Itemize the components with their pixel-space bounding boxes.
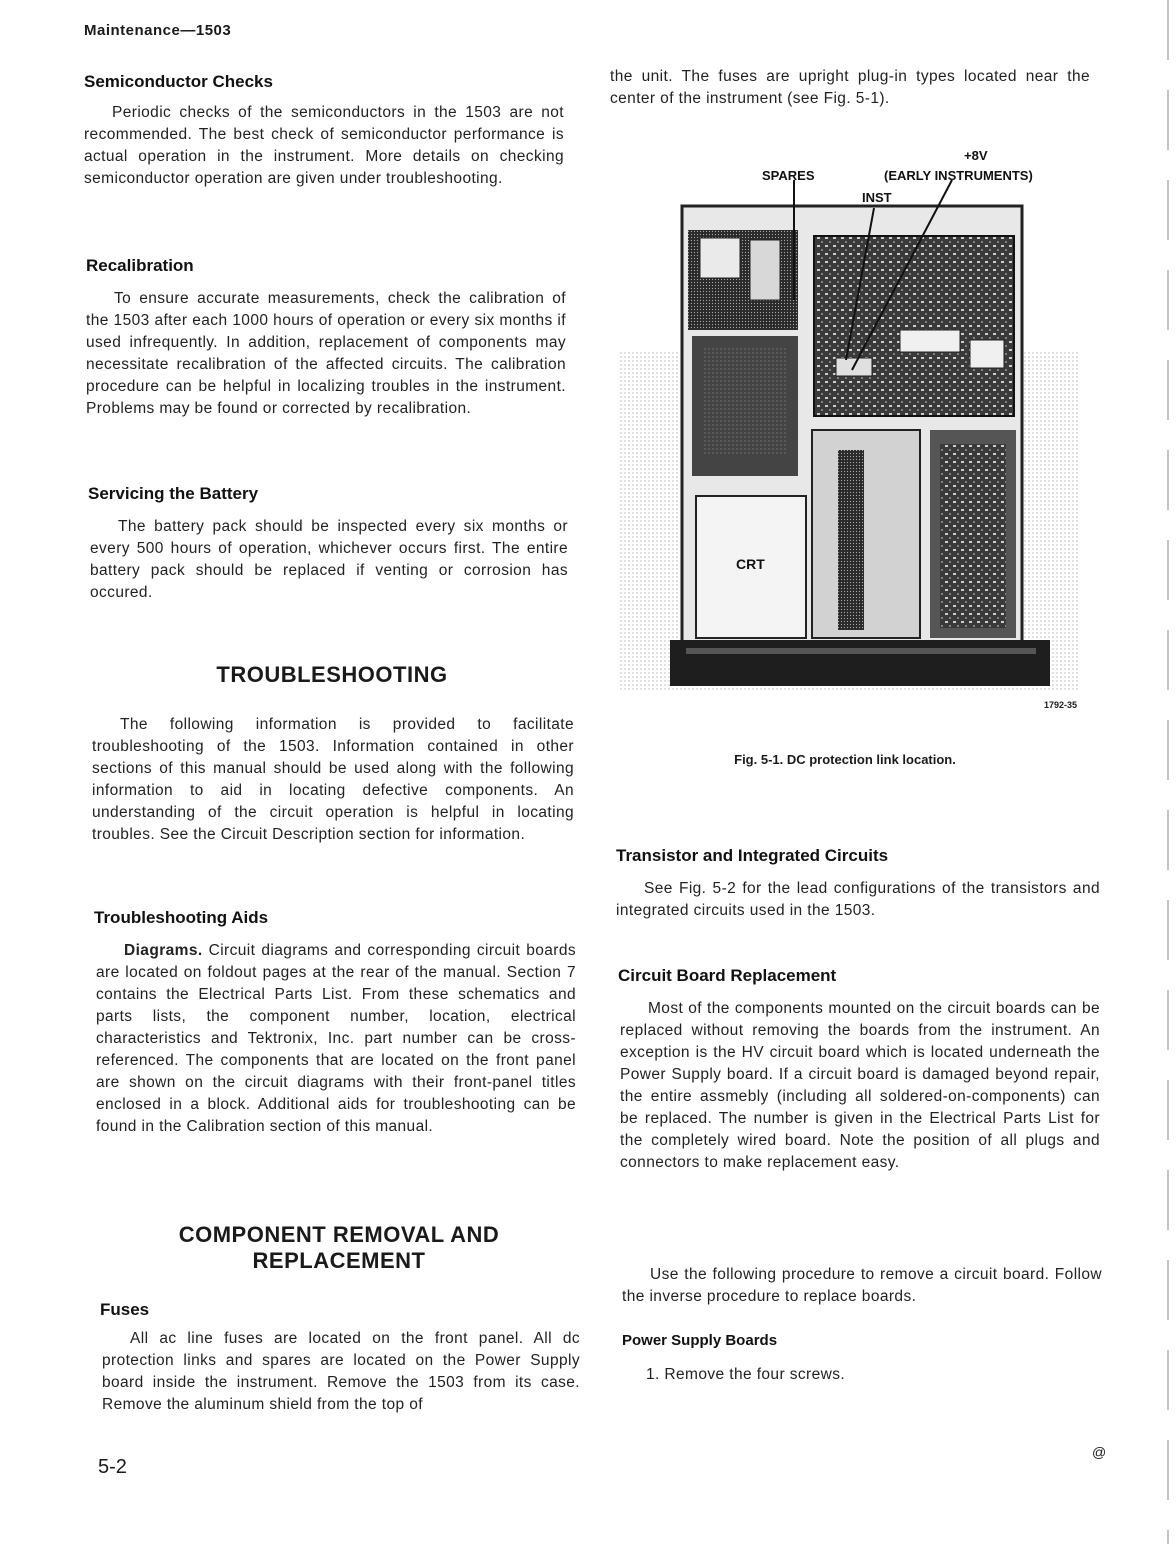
battery-paragraph: The battery pack should be inspected every six months or every 500 hours of operation, whichever occurs first. The entire battery pack should be replaced if venting or corrosion has occured. — [90, 518, 568, 601]
component-removal-heading-line1: COMPONENT REMOVAL AND — [178, 1222, 500, 1247]
page-header: Maintenance—1503 — [84, 22, 232, 39]
recalibration-text — [86, 288, 566, 420]
semiconductor-paragraph: Periodic checks of the semiconductors in the 1503 are not recommended. The best check of semiconductor performance is actual operation in the instrument. More details on checking semiconductor operation are given under troubleshooting. — [84, 104, 564, 187]
troubleshooting-aids-heading: Troubleshooting Aids — [94, 908, 269, 927]
scan-edge-artifact — [1156, 0, 1176, 1544]
step-1 — [646, 1364, 1096, 1386]
figure-label-early-instruments: (EARLY INSTRUMENTS) — [884, 168, 1033, 183]
troubleshooting-aids-text — [96, 940, 576, 1138]
recalibration-paragraph: To ensure accurate measurements, check the calibration of the 1503 after each 1000 hours of operation or every six months if used infrequently. In addition, replacement of components may necessitate recalibration of the affected circuits. The calibration procedure can be helpful in localizing troubles in the instrument. Problems may be found or corrected by recalibration. — [86, 290, 566, 417]
procedure-paragraph: Use the following procedure to remove a circuit board. Follow the inverse procedure to replace boards. — [622, 1266, 1102, 1305]
figure-label-crt: CRT — [736, 556, 765, 572]
fuses-paragraph: All ac line fuses are located on the front panel. All dc protection links and spares are located on the Power Supply board inside the instrument. Remove the 1503 from its case. Remove the aluminum shield from the top of — [102, 1330, 580, 1413]
diagrams-body: Circuit diagrams and corresponding circuit boards are located on foldout pages at the rear of the manual. Section 7 contains the Electrical Parts List. From these schematics and parts lists, the component number, location, electrical characteristics and Tektronix, Inc. part number can be cross-referenced. The components that are located on the front panel are shown on the circuit diagrams with their front-panel titles enclosed in a block. Additional aids for troubleshooting can be found in the Calibration section of this manual. — [96, 942, 576, 1135]
circuit-board-replacement-text — [620, 998, 1100, 1174]
figure-caption: Fig. 5-1. DC protection link location. — [734, 752, 956, 767]
fuses-heading: Fuses — [100, 1300, 150, 1319]
step-1-text: 1. Remove the four screws. — [646, 1366, 846, 1383]
component-removal-heading — [98, 1222, 580, 1274]
transistor-paragraph: See Fig. 5-2 for the lead configurations of the transistors and integrated circuits used in the 1503. — [616, 880, 1100, 919]
semiconductor-checks-heading: Semiconductor Checks — [84, 72, 273, 91]
power-supply-boards-heading: Power Supply Boards — [622, 1332, 778, 1349]
fuses-text — [102, 1304, 580, 1416]
figure-label-inst: INST — [862, 190, 892, 205]
copyright-mark: @ — [1092, 1444, 1107, 1460]
circuit-board-replacement-heading: Circuit Board Replacement — [618, 966, 837, 985]
troubleshooting-heading: TROUBLESHOOTING — [216, 662, 448, 687]
semiconductor-checks-text — [84, 102, 564, 190]
servicing-battery-heading: Servicing the Battery — [88, 484, 259, 503]
figure-label-8v: +8V — [964, 148, 988, 163]
dc-protection-link-photo — [600, 140, 1090, 740]
transistor-ic-text — [616, 878, 1100, 922]
page-number: 5-2 — [98, 1456, 127, 1478]
servicing-battery-text — [90, 516, 568, 604]
troubleshooting-paragraph: The following information is provided to facilitate troubleshooting of the 1503. Information contained in other sections of this manual should be used along with the following information to aid in locating defective components. An understanding of the circuit operation is helpful in locating troubles. See the Circuit Description section for information. — [92, 716, 574, 843]
diagrams-runin-label: Diagrams. — [124, 942, 203, 959]
procedure-text — [622, 1264, 1102, 1308]
troubleshooting-text — [92, 714, 574, 846]
figure-id: 1792-35 — [1044, 700, 1078, 710]
transistor-ic-heading: Transistor and Integrated Circuits — [616, 846, 889, 865]
component-removal-heading-line2: REPLACEMENT — [252, 1248, 426, 1273]
circuit-board-paragraph: Most of the components mounted on the circuit boards can be replaced without removing the boards from the instrument. An exception is the HV circuit board which is located underneath the Power Supply board. If a circuit board is damaged beyond repair, the entire assmebly (including all soldered-on-components) can be replaced. The number is given in the Electrical Parts List for the completely wired board. Note the position of all plugs and connectors to make replacement easy. — [620, 1000, 1100, 1171]
diagrams-paragraph — [96, 940, 576, 1138]
recalibration-heading: Recalibration — [86, 256, 194, 275]
figure-label-spares: SPARES — [762, 168, 815, 183]
fuses-continued-text — [610, 66, 1090, 110]
fuses-continued-paragraph: the unit. The fuses are upright plug-in types located near the center of the instrument (see Fig. 5-1). — [610, 68, 1090, 107]
figure-5-1 — [600, 140, 1090, 740]
